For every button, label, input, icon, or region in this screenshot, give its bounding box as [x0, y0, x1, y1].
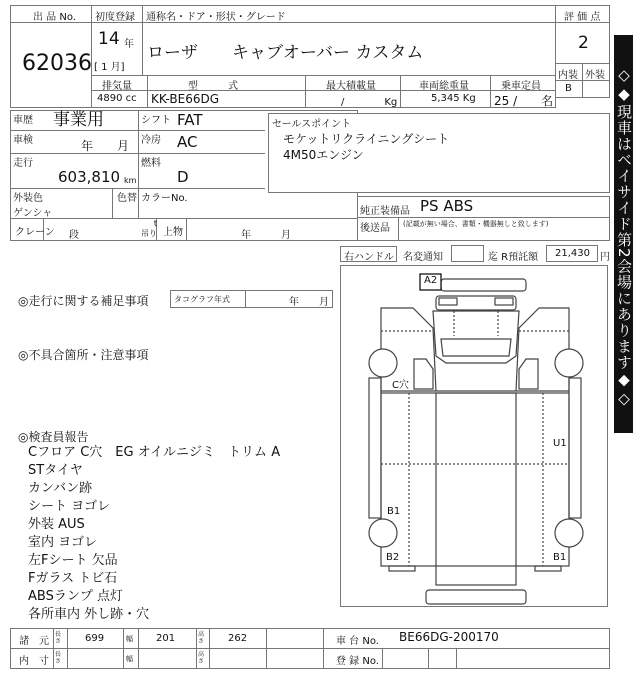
car-name-label-cell — [142, 5, 556, 23]
ac: AC — [177, 133, 198, 151]
report-line: 室内 ヨゴレ — [28, 535, 98, 550]
displacement-label: 排気量 — [102, 81, 132, 92]
inner-height-label: 高さ — [198, 651, 205, 665]
color: ゲンシャ — [13, 208, 53, 219]
venue-notice-banner: ◇◆現車はベイサイド第2会場にあります◆◇ — [614, 35, 633, 433]
report-line: カンバン跡 — [28, 481, 93, 496]
score-label: 評 価 点 — [564, 12, 601, 23]
tacho-date: 年 月 — [289, 297, 329, 308]
score-label-cell — [555, 5, 610, 23]
history: 事業用 — [53, 110, 104, 130]
mileage-cell — [10, 153, 139, 189]
score-value: 2 — [578, 33, 589, 53]
inspector-report-lines — [28, 444, 280, 624]
registration-label: 登 録 No. — [336, 656, 379, 667]
first-reg-label-cell — [91, 5, 143, 23]
exterior-label: 外装 — [585, 70, 605, 81]
shift: FAT — [177, 111, 203, 129]
name-change-box — [451, 245, 484, 262]
body-label: 上物 — [163, 227, 183, 238]
history-label: 車歴 — [13, 115, 33, 126]
lot-number-cell — [10, 22, 92, 108]
right-handle-badge — [340, 246, 397, 262]
mileage: 603,810 — [58, 168, 121, 186]
width-label: 幅 — [126, 635, 133, 643]
inner-label: 内 寸 — [19, 656, 49, 667]
ac-label: 冷房 — [141, 135, 161, 146]
gross-weight-label: 車両総重量 — [419, 81, 469, 92]
crane-stage: 段 — [69, 230, 79, 241]
score-cell — [555, 22, 610, 64]
sales-point-label: セールスポイント — [272, 119, 352, 130]
equipment-cell — [357, 196, 610, 218]
model-cell — [147, 90, 306, 108]
gross-weight-cell — [400, 90, 491, 108]
displacement-cell — [91, 90, 148, 108]
width-value: 201 — [156, 633, 176, 644]
spec-label: 諸 元 — [19, 636, 49, 647]
report-line: シート ヨゴレ — [28, 499, 111, 514]
height-value: 262 — [228, 633, 248, 644]
later-items-cell — [357, 217, 610, 241]
yen-label: 円 — [600, 252, 610, 263]
lot-label-cell — [10, 5, 92, 23]
inner-width-label: 幅 — [126, 655, 133, 663]
later-items-note: (記載が無い場合、書類・機器無しと致します) — [403, 220, 549, 228]
equipment-label: 純正装備品 — [360, 206, 410, 217]
chassis-number-value: BE66DG-200170 — [399, 630, 499, 644]
max-load: / Kg — [341, 97, 398, 108]
history-cell — [10, 110, 139, 131]
lot-label: 出 品 No. — [33, 12, 76, 23]
capacity-label: 乗車定員 — [501, 81, 541, 92]
damage-mark-c-hole: C穴 — [392, 380, 409, 391]
year-unit: 年 — [124, 39, 134, 50]
max-load-label-cell — [305, 75, 401, 91]
capacity: 25 / 名 — [494, 94, 554, 108]
car-name-cell — [142, 22, 556, 76]
sales-point-box — [268, 113, 610, 193]
first-reg-label: 初度登録 — [95, 12, 135, 23]
crane-label: クレーン — [15, 227, 55, 238]
recycle-value: 21,430 — [555, 248, 590, 259]
model-label: 型 式 — [188, 81, 238, 92]
mileage-label: 走行 — [13, 158, 33, 169]
car-name-label: 通称名・ドア・形状・グレード — [146, 12, 286, 23]
color-no-label: カラーNo. — [141, 193, 188, 204]
interior-label: 内装 — [558, 70, 578, 81]
car-name: ローザ キャブオーバー カスタム — [147, 43, 424, 63]
sales-point-line: 4M50エンジン — [283, 148, 364, 162]
color-no-cell — [138, 188, 266, 219]
first-reg-month: [ 1 月] — [94, 62, 125, 73]
gross-weight: 5,345 Kg — [431, 93, 476, 104]
length-label: 長さ — [55, 631, 62, 645]
equipment-value: PS ABS — [420, 197, 474, 215]
fuel-cell — [138, 153, 266, 189]
shift-cell — [138, 110, 266, 131]
interior-grade-cell — [555, 80, 583, 98]
lot-number: 62036 — [22, 51, 92, 76]
exterior-label-cell — [582, 63, 610, 81]
damage-mark-a2: A2 — [424, 275, 438, 286]
report-line: 外装 AUS — [28, 517, 85, 532]
interior-grade: B — [565, 83, 572, 94]
max-load-cell — [305, 90, 401, 108]
capacity-label-cell — [490, 75, 556, 91]
damage-mark-u1: U1 — [553, 438, 567, 449]
ac-cell — [138, 130, 266, 154]
report-line: Fガラス トビ石 — [28, 571, 118, 586]
tacho-box — [170, 290, 333, 308]
fuel-label: 燃料 — [141, 158, 161, 169]
recycle-label: 迄 R預託額 — [488, 252, 539, 263]
inspection-label: 車検 — [13, 135, 33, 146]
report-line: ABSランプ 点灯 — [28, 589, 123, 604]
length-value: 699 — [85, 633, 105, 644]
color-change-label: 色替 — [117, 193, 137, 204]
first-reg-cell — [91, 22, 143, 76]
sales-point-line: モケットリクライニングシート — [283, 132, 450, 146]
vehicle-outline — [341, 266, 609, 608]
report-line: 各所車内 外し跡・穴 — [28, 607, 150, 622]
damage-mark-b2: B2 — [386, 552, 400, 563]
crane-row — [10, 218, 358, 241]
defects-label: ◎不具合箇所・注意事項 — [18, 348, 149, 362]
model-label-cell — [147, 75, 306, 91]
mileage-unit: km — [124, 176, 137, 185]
inner-length-label: 長さ — [55, 651, 62, 665]
crane-ton: t 吊り — [141, 219, 157, 238]
report-line: Cフロア C穴 EG オイルニジミ トリム A — [28, 445, 281, 460]
dimensions-table — [10, 628, 610, 669]
tacho-label: タコグラフ年式 — [174, 295, 230, 304]
report-line: 左Fシート 欠品 — [28, 553, 118, 568]
fuel: D — [177, 168, 189, 186]
damage-mark-b1-left: B1 — [387, 506, 401, 517]
color-change-cell — [112, 188, 139, 219]
vehicle-diagram — [340, 265, 608, 607]
damage-mark-b1-right: B1 — [553, 552, 567, 563]
exterior-grade-cell — [582, 80, 610, 98]
later-items-label: 後送品 — [360, 223, 390, 234]
interior-label-cell — [555, 63, 583, 81]
shift-label: シフト — [141, 115, 171, 126]
max-load-label: 最大積載量 — [326, 81, 376, 92]
model: KK-BE66DG — [151, 92, 220, 106]
height-label: 高さ — [198, 631, 205, 645]
inspection-cell — [10, 130, 139, 154]
chassis-label: 車 台 No. — [336, 636, 379, 647]
gross-weight-label-cell — [400, 75, 491, 91]
right-handle: 右ハンドル — [344, 252, 394, 263]
name-change-label: 名変通知 — [403, 252, 443, 263]
capacity-cell — [490, 90, 556, 108]
first-reg-year: 14 — [98, 29, 120, 49]
color-cell — [10, 188, 113, 219]
report-line: STタイヤ — [28, 463, 83, 478]
color-label: 外装色 — [13, 193, 43, 204]
running-notes-label: ◎走行に関する補足事項 — [18, 294, 149, 308]
recycle-box — [546, 245, 598, 262]
inspection: 年 月 — [81, 139, 130, 153]
inspector-report-label: ◎検査員報告 — [18, 430, 89, 444]
body-date: 年 月 — [241, 230, 291, 241]
displacement-label-cell — [91, 75, 148, 91]
displacement: 4890 cc — [97, 93, 137, 104]
